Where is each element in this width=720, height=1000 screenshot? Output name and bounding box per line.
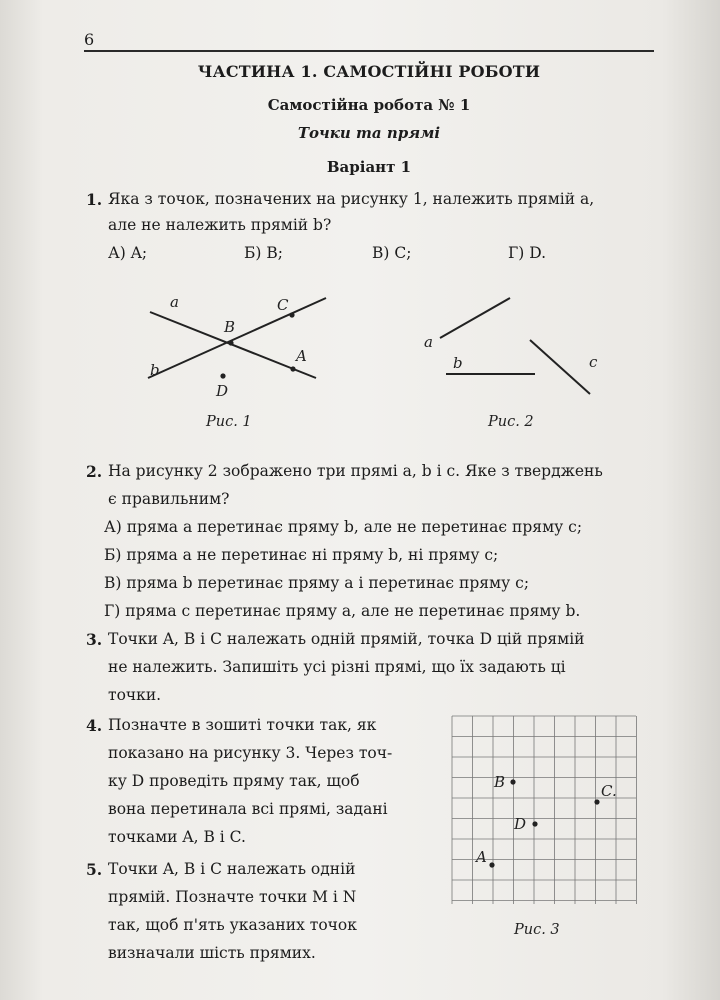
q2-option-a: А) пряма a перетинає пряму b, але не перетинає пряму c;	[104, 518, 583, 536]
q1-number: 1.	[86, 190, 103, 209]
fig3-point-A	[489, 862, 494, 867]
fig3-label-D: D	[514, 815, 527, 833]
fig1-label-b: b	[150, 361, 160, 379]
q4-line5: точками A, B і C.	[108, 828, 246, 846]
q2-line1: На рисунку 2 зображено три прямі a, b і c. Яке з тверджень	[108, 462, 603, 480]
page-number: 6	[84, 30, 95, 49]
q5-line1: Точки A, B і C належать одній	[108, 860, 356, 878]
q4-number: 4.	[86, 716, 103, 735]
fig1-label-D: D	[216, 382, 229, 400]
part-title: ЧАСТИНА 1. САМОСТІЙНІ РОБОТИ	[197, 62, 541, 81]
q4-line4: вона перетинала всі прямі, задані	[108, 800, 388, 818]
q2-number: 2.	[86, 462, 103, 481]
fig2-label-c: c	[589, 353, 598, 371]
q1-option-d: Г) D.	[508, 244, 547, 262]
fig3-point-C	[594, 799, 599, 804]
fig1-label-C: C	[277, 296, 289, 314]
fig1-label-B: B	[224, 318, 236, 336]
q2-line2: є правильним?	[108, 490, 230, 508]
fig2-caption: Рис. 2	[488, 414, 534, 430]
fig1-label-A: A	[296, 347, 307, 365]
q5-line2: прямій. Позначте точки M і N	[108, 888, 357, 906]
q3-line3: точки.	[108, 686, 162, 704]
q1-line1: Яка з точок, позначених на рисунку 1, належить прямій a,	[108, 190, 595, 208]
fig2-label-b: b	[453, 354, 463, 372]
q5-line4: визначали шість прямих.	[108, 944, 316, 962]
fig3-point-D	[532, 821, 537, 826]
variant-title: Варіант 1	[326, 158, 412, 176]
q1-line2: але не належить прямій b?	[108, 216, 332, 234]
q4-line3: ку D проведіть пряму так, щоб	[108, 772, 360, 790]
fig3-grid	[452, 716, 637, 904]
q3-number: 3.	[86, 630, 103, 649]
fig3-label-C: C.	[601, 782, 617, 800]
q2-option-d: Г) пряма c перетинає пряму a, але не перетинає пряму b.	[104, 602, 581, 620]
q5-line3: так, щоб п'ять указаних точок	[108, 916, 357, 934]
q2-option-b: Б) пряма a не перетинає ні пряму b, ні пряму c;	[104, 546, 499, 564]
q5-number: 5.	[86, 860, 103, 879]
q1-option-b: Б) B;	[244, 244, 283, 262]
fig1-label-a: a	[170, 293, 179, 311]
fig3-caption: Рис. 3	[514, 922, 560, 938]
fig2-label-a: a	[424, 333, 433, 351]
q4-line2: показано на рисунку 3. Через точ-	[108, 744, 393, 762]
topic-title: Точки та прямі	[297, 124, 441, 142]
q2-option-c: В) пряма b перетинає пряму a і перетинає пряму c;	[104, 574, 530, 592]
fig3-point-B	[510, 779, 515, 784]
fig3-label-B: B	[494, 773, 506, 791]
work-title: Самостійна робота № 1	[267, 96, 471, 114]
q3-line2: не належить. Запишіть усі різні прямі, що їх задають ці	[108, 658, 566, 676]
q4-line1: Позначте в зошиті точки так, як	[108, 716, 377, 734]
fig3-label-A: A	[476, 848, 487, 866]
fig1-caption: Рис. 1	[206, 414, 252, 430]
q1-option-a: А) A;	[108, 244, 148, 262]
q3-line1: Точки A, B і C належать одній прямій, точка D цій прямій	[108, 630, 585, 648]
q1-option-c: В) C;	[372, 244, 412, 262]
